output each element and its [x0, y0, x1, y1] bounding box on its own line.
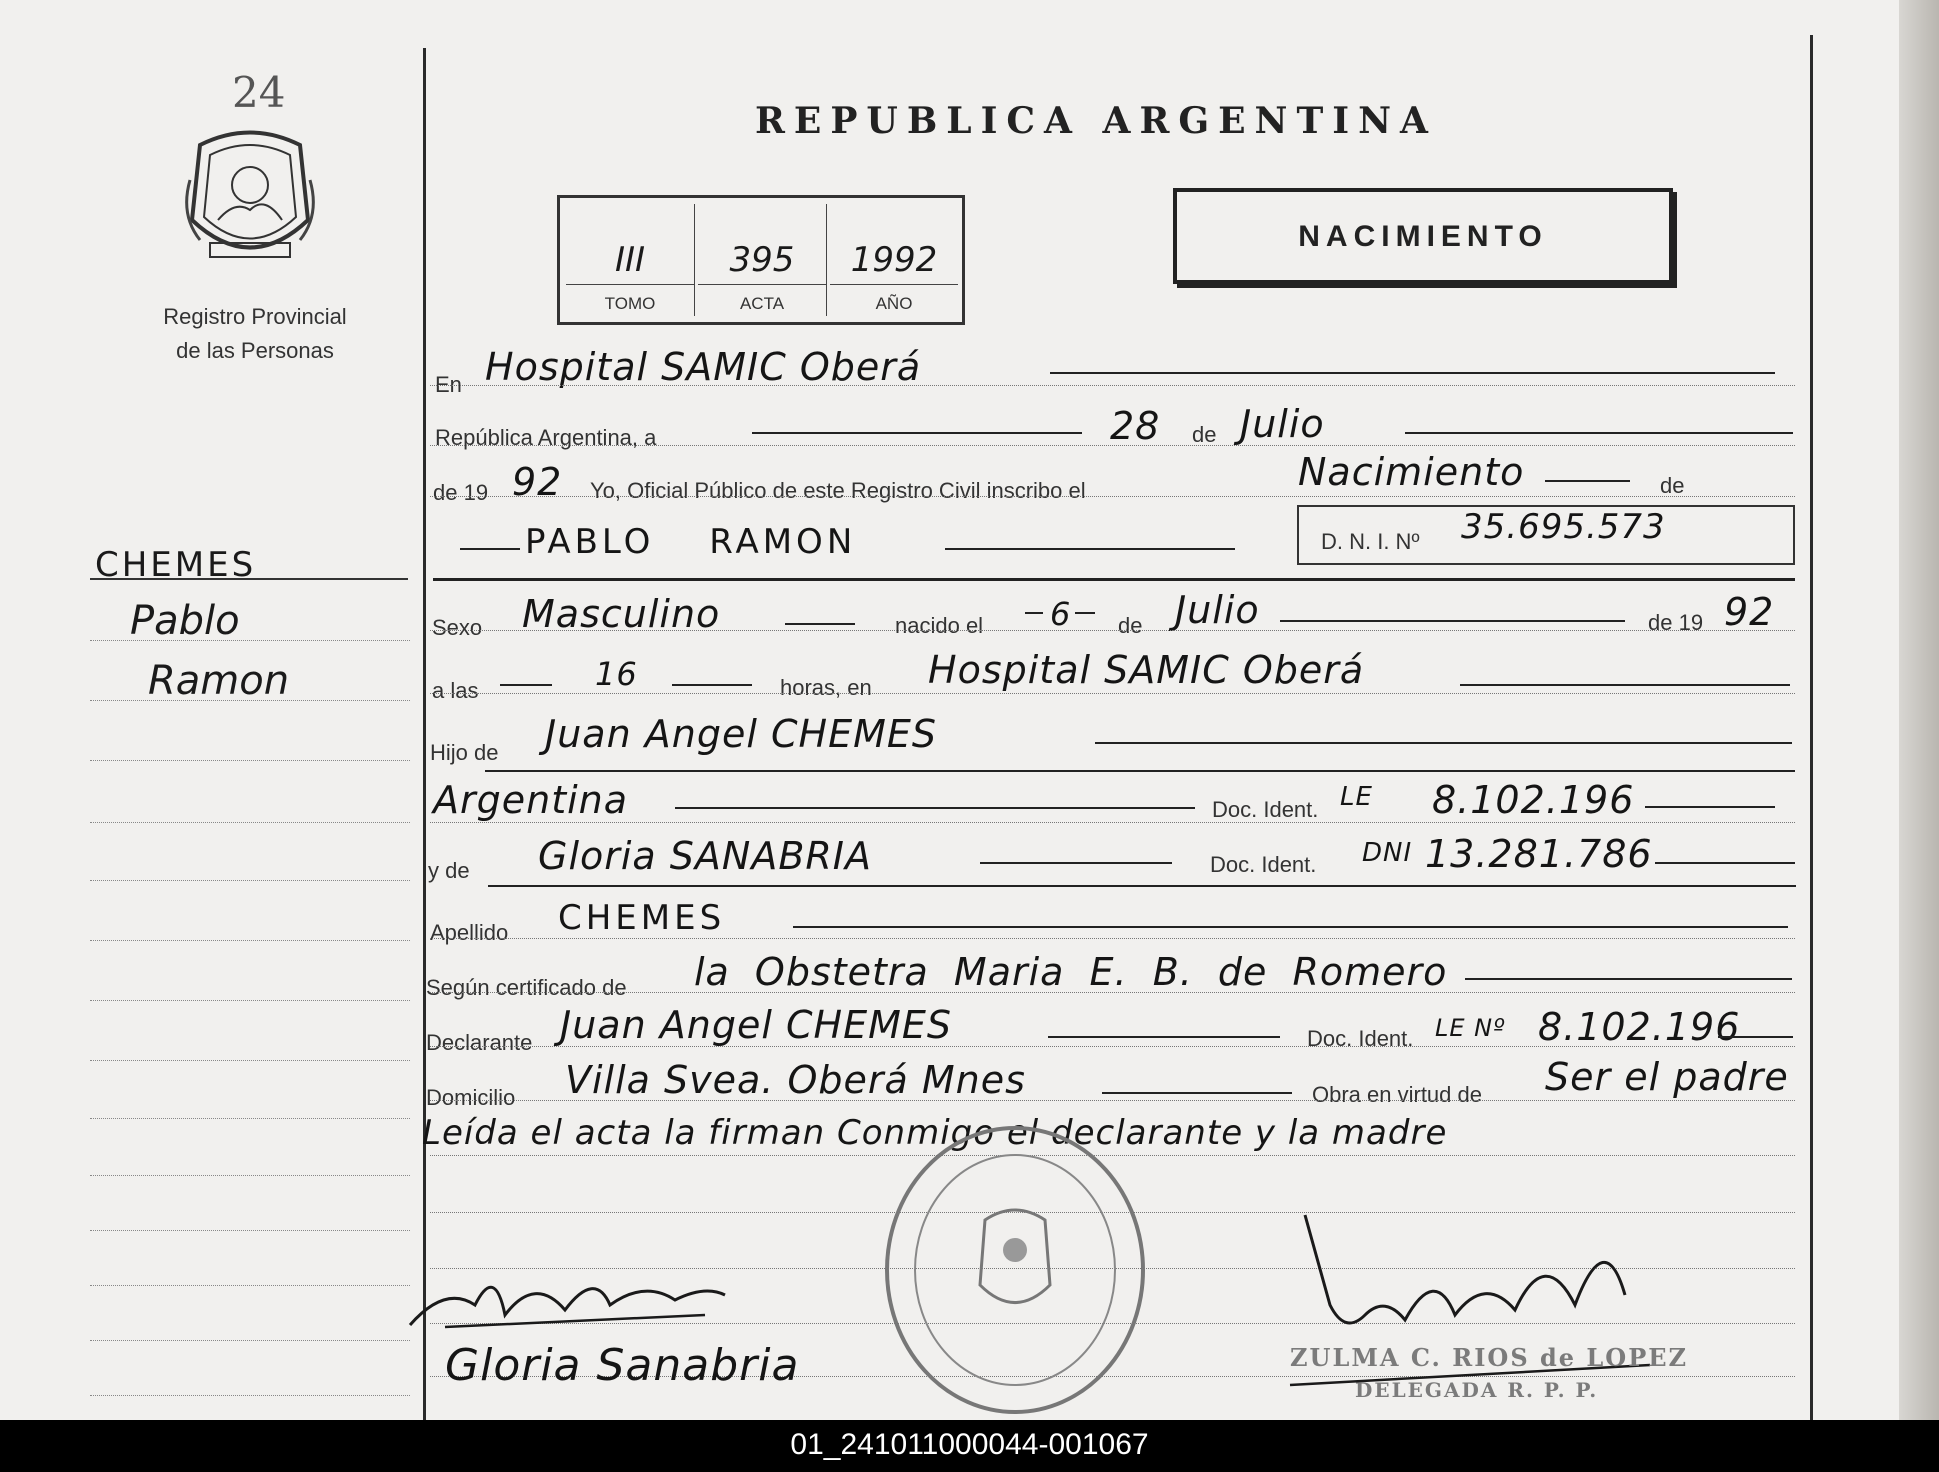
sex-label: Sexo [432, 615, 483, 640]
fill-dash [1050, 372, 1775, 374]
mother-name: Gloria SANABRIA [538, 834, 873, 878]
margin-line [90, 1340, 410, 1341]
form-border-left [423, 48, 426, 1420]
father-nationality: Argentina [433, 778, 629, 822]
margin-line [90, 1175, 410, 1176]
page-number: 24 [232, 68, 286, 117]
dotted-line [430, 693, 1795, 694]
section-rule [488, 885, 1796, 887]
fill-dash [1645, 806, 1775, 808]
fill-dash [675, 807, 1195, 809]
mother-doc-label: Doc. Ident. [1210, 852, 1317, 877]
father-doc-number: 8.102.196 [1432, 778, 1635, 822]
father-label: Hijo de [430, 740, 499, 765]
dotted-line [430, 992, 1795, 993]
fill-dash [1095, 742, 1792, 744]
registry-name: Registro Provincial de las Personas [163, 304, 347, 363]
margin-line [90, 1118, 410, 1119]
place-label: En [435, 372, 462, 397]
hours-en-label: horas, en [780, 675, 872, 700]
dni-box [1297, 505, 1795, 565]
margin-second-name: Ramon [148, 658, 290, 704]
declarant-label: Declarante [426, 1030, 533, 1055]
surname-label: Apellido [430, 920, 509, 945]
section-rule [485, 770, 1795, 772]
fill-dash [1405, 432, 1793, 434]
official-stamp-icon [880, 1120, 1150, 1420]
provincial-seal-icon [180, 125, 320, 275]
year-label: AÑO [875, 294, 913, 313]
declarant-signature [405, 1255, 735, 1345]
surname-value: CHEMES [558, 898, 726, 938]
footer-caption: 01_241011000044-001067 [790, 1428, 1149, 1461]
official-name: ZULMA C. RIOS de LOPEZ [1290, 1343, 1689, 1372]
fill-dash [1718, 1036, 1793, 1038]
record-id-box [557, 195, 965, 325]
year-suffix: 92 [512, 460, 563, 504]
dotted-line [430, 938, 1795, 939]
fill-dash [1075, 612, 1095, 614]
dotted-line [430, 1046, 1795, 1047]
father-doc-type: LE [1340, 782, 1373, 812]
year-prefix: de 19 [433, 480, 489, 505]
margin-line [90, 760, 410, 761]
hour-label: a las [432, 678, 479, 703]
year-value: 1992 [830, 240, 958, 285]
birth-month: Julio [1175, 588, 1260, 632]
closing-text: Leída el acta la firman Conmigo el declarante y la madre [422, 1113, 1448, 1153]
left-margin-column [0, 0, 420, 1420]
margin-line [90, 822, 410, 823]
dotted-line [430, 445, 1795, 446]
fill-dash [1545, 480, 1630, 482]
fill-dash [1465, 978, 1792, 980]
fill-dash [1025, 612, 1043, 614]
sex-value: Masculino [522, 592, 721, 636]
footer-caption-bar [0, 1420, 1939, 1472]
fill-dash [672, 684, 752, 686]
fill-dash [1460, 684, 1790, 686]
record-type-box [1173, 188, 1673, 284]
dotted-line [430, 630, 1795, 631]
birth-day: 6 [1050, 595, 1072, 633]
margin-line [90, 700, 410, 701]
date-day: 28 [1110, 404, 1161, 448]
dni-label: D. N. I. Nº [1321, 529, 1420, 554]
official-text: Yo, Oficial Público de este Registro Civil inscribo el [590, 478, 1086, 503]
child-name: PABLO RAMON [525, 522, 857, 562]
born-label: nacido el [895, 613, 984, 638]
virtue-value: Ser el padre [1545, 1055, 1789, 1099]
fill-dash [500, 684, 552, 686]
margin-line [90, 640, 410, 641]
form-border-right [1810, 35, 1813, 1420]
margin-line [90, 1000, 410, 1001]
father-name: Juan Angel CHEMES [545, 712, 937, 756]
acta-cell [698, 204, 827, 316]
place-value: Hospital SAMIC Oberá [485, 345, 922, 389]
section-rule [433, 578, 1795, 581]
certificate-value: la Obstetra Maria E. B. de Romero [694, 950, 1448, 994]
declarant-doc-type: LE Nº [1435, 1014, 1506, 1042]
mother-doc-number: 13.281.786 [1425, 832, 1653, 876]
record-type: NACIMIENTO [1298, 220, 1548, 253]
margin-line [90, 940, 410, 941]
de-label-3: de [1118, 613, 1143, 638]
margin-line [90, 1285, 410, 1286]
page-edge [1899, 0, 1939, 1420]
birth-year-suffix: 92 [1724, 590, 1775, 634]
dotted-line [430, 496, 1795, 497]
de-label: de [1192, 422, 1217, 447]
father-doc-label: Doc. Ident. [1212, 797, 1319, 822]
dotted-line [430, 822, 1795, 823]
margin-line [90, 880, 410, 881]
acta-label: ACTA [739, 294, 785, 313]
tomo-value: III [566, 240, 694, 285]
mother-signature: Gloria Sanabria [445, 1340, 800, 1391]
fill-dash [945, 548, 1235, 550]
mother-label: y de [428, 858, 470, 883]
acta-value: 395 [698, 240, 826, 285]
fill-dash [980, 862, 1172, 864]
declarant-doc-number: 8.102.196 [1538, 1005, 1741, 1049]
margin-line [90, 1395, 410, 1396]
republic-label: República Argentina, a [435, 425, 657, 450]
margin-first-name: Pablo [130, 598, 240, 644]
dotted-line [430, 1100, 1795, 1101]
dni-value: 35.695.573 [1461, 507, 1666, 547]
margin-surname: CHEMES [95, 545, 257, 585]
fill-dash [793, 926, 1788, 928]
fill-dash [460, 548, 520, 550]
fill-dash [1280, 620, 1625, 622]
hour-value: 16 [595, 655, 638, 693]
tomo-cell [566, 204, 695, 316]
date-month: Julio [1240, 402, 1325, 446]
birth-place: Hospital SAMIC Oberá [928, 648, 1365, 692]
official-title: DELEGADA R. P. P. [1355, 1378, 1599, 1402]
virtue-label: Obra en virtud de [1312, 1082, 1482, 1107]
fill-dash [785, 623, 855, 625]
year-cell [830, 204, 958, 316]
fill-dash [752, 432, 1082, 434]
tomo-label: TOMO [604, 294, 656, 313]
document-title: REPUBLICA ARGENTINA [755, 100, 1437, 142]
mother-doc-type: DNI [1362, 838, 1413, 868]
domicile-value: Villa Svea. Oberá Mnes [565, 1058, 1026, 1102]
de-label-2: de [1660, 473, 1685, 498]
fill-dash [1048, 1036, 1280, 1038]
margin-line [90, 1060, 410, 1061]
dotted-line [430, 385, 1795, 386]
birth-year-prefix: de 19 [1648, 610, 1704, 635]
fill-dash [1655, 862, 1795, 864]
certificate-label: Según certificado de [426, 975, 627, 1000]
declarant-name: Juan Angel CHEMES [560, 1003, 952, 1047]
event-value: Nacimiento [1298, 450, 1525, 494]
fill-dash [1102, 1092, 1292, 1094]
margin-line [90, 1230, 410, 1231]
declarant-doc-label: Doc. Ident. [1307, 1026, 1414, 1051]
domicile-label: Domicilio [426, 1085, 516, 1110]
